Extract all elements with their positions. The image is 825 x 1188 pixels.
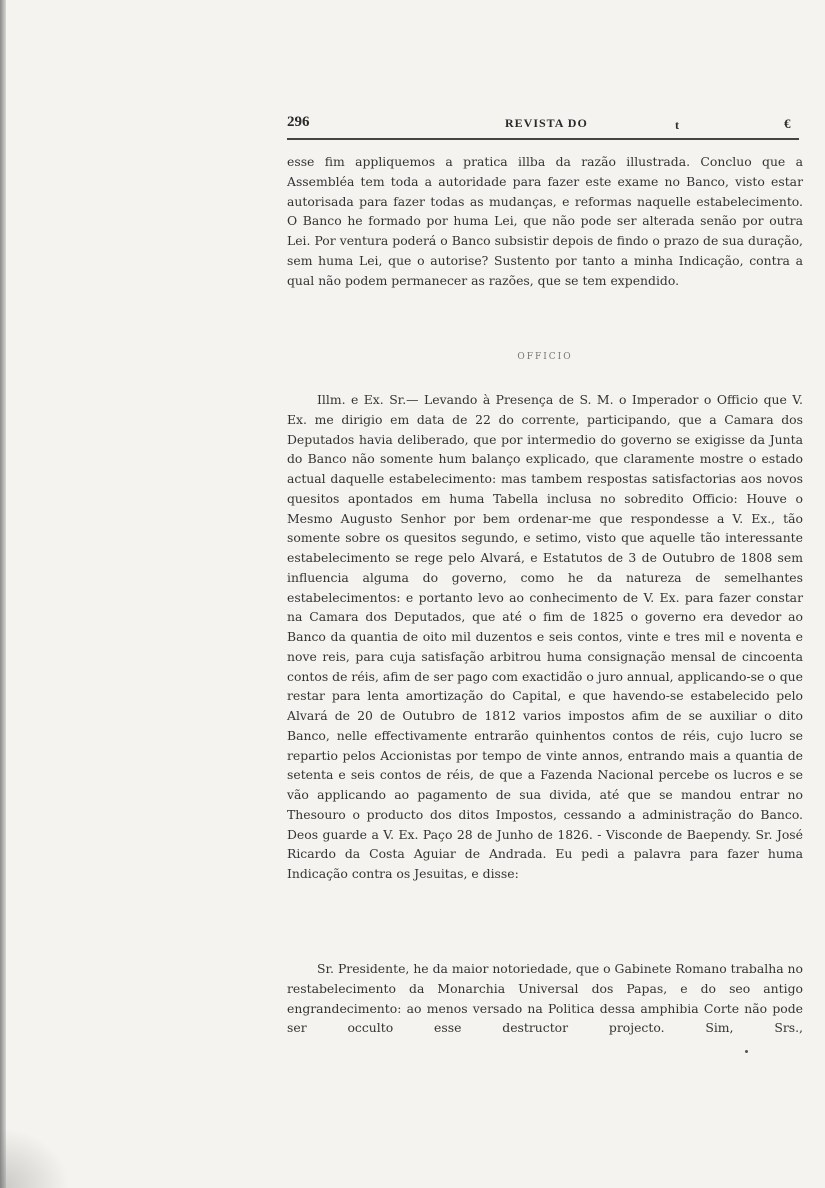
page-number: 296 xyxy=(287,114,310,130)
paragraph-speech: Sr. Presidente, he da maior notoriedade, que o Gabinete Romano trabalha no restabelecimento da Monarchia Universal dos Papas, e do seo antigo engrandecimento: ao menos versado na Politica dessa amphibia Corte não pode ser occulto esse destructor projecto. Sim, Srs., xyxy=(287,961,803,1036)
running-title-mark: t xyxy=(675,118,679,132)
paragraph-officio: Illm. e Ex. Sr.— Levando à Presença de S. M. o Imperador o Officio que V. Ex. me dirigio em data de 22 do corrente, participando, que a Camara dos Deputados havia deliberado, que por intermedio do governo se exigisse da Junta do Banco não somente hum balanço explicado, que claramente mostre o estado actual daquelle estabelecimento: mas tambem respostas satisfactorias aos novos quesitos apontados em huma Tabella inclusa no sobredito Officio: Houve o Mesmo Augusto Senhor por bem ordenar-me que respondesse a V. Ex., tão somente sobre os quesitos segundo, e setimo, visto que aquelle tão interessante estabelecimento se rege pelo Alvará, e Estatutos de 3 de Outubro de 1808 sem influencia alguma do governo, como he da natureza de semelhantes estabelecimentos: e portanto levo ao conhecimento de V. Ex. para fazer constar na Camara dos Deputados, que até o fim de 1825 o governo era devedor ao Banco da quantia de oito mil duzentos e seis contos, vinte e tres mil e noventa e nove reis, para cuja satisfação arbitrou huma consignação mensal de cincoenta contos de réis, afim de ser pago com exactidão o juro annual, applicando-se o que restar para lenta amortização do Capital, e que havendo-se estabelecido pelo Alvará de 20 de Outubro de 1812 varios impostos afim de se auxiliar o dito Banco, nelle effectivamente entrarão quinhentos contos de réis, cujo lucro se repartio pelos Accionistas por tempo de vinte annos, entrando mais a quantia de setenta e seis contos de réis, de que a Fazenda Nacional percebe os lucros e se vão applicando ao pagamento de sua divida, até que se mandou entrar no Thesouro o producto dos ditos Impostos, cessando a administração do Banco. Deos guarde a V. Ex. Paço 28 de Junho de 1826. - Visconde de Baependy. Sr. José Ricardo da Costa Aguiar de Andrada. Eu pedi a palavra para fazer huma Indicação contra os Jesuitas, e disse: xyxy=(287,392,803,881)
running-title: REVISTA DO xyxy=(505,116,588,130)
ink-speck xyxy=(745,1050,748,1053)
running-title-mark: € xyxy=(784,116,791,131)
section-heading: OFFICIO xyxy=(517,352,573,362)
header-rule xyxy=(287,138,799,140)
page-edge-shadow xyxy=(0,0,6,1188)
corner-shadow xyxy=(0,1128,70,1188)
running-header xyxy=(287,114,797,136)
paragraph-speech-conclusion: esse fim appliquemos a pratica illba da razão illustrada. Concluo que a Assembléa tem toda a autoridade para fazer este exame no Banco, visto estar autorisada para fazer todas as mudanças, e reformas naquelle estabelecimento. O Banco he formado por huma Lei, que não pode ser alterada senão por outra Lei. Por ventura poderá o Banco subsistir depois de findo o prazo de sua duração, sem huma Lei, que o autorise? Sustento por tanto a minha Indicação, contra a qual não podem permanecer as razões, que se tem expendido. xyxy=(287,154,803,288)
